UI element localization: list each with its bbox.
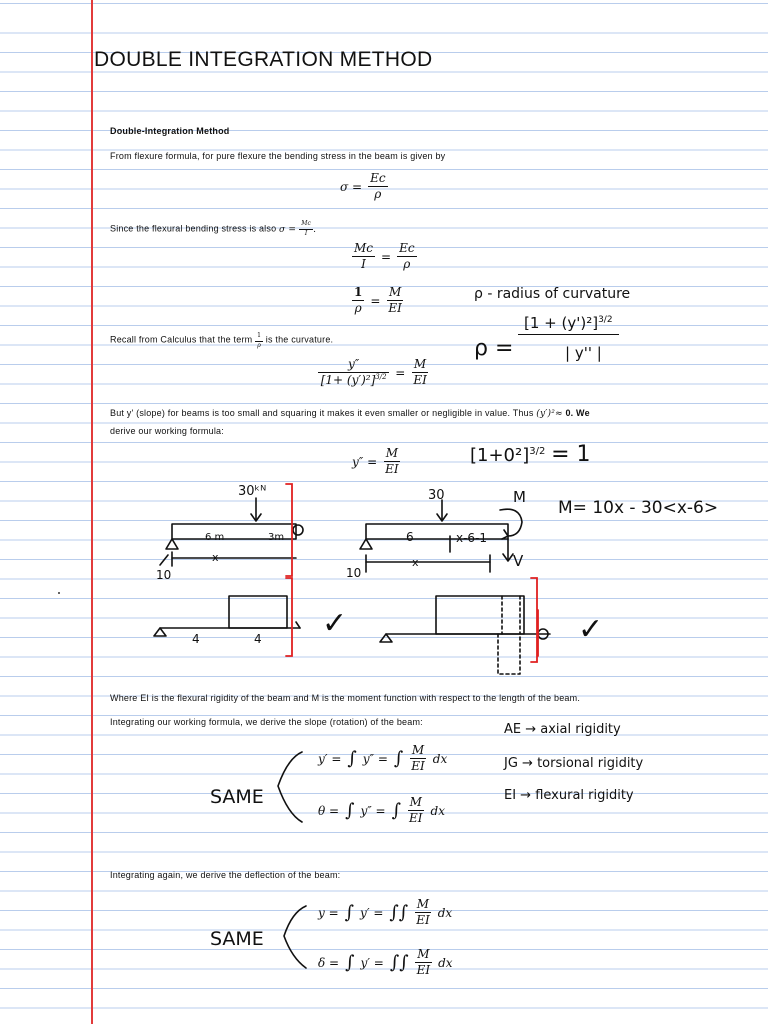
denominator: ρ [257,341,261,349]
note-torsional-rigidity: JG → torsional rigidity [504,756,644,771]
integral-sign: ∫ [345,952,355,974]
checkmark-2: ✓ [578,612,604,647]
rho-numerator-exponent: 3/2 [598,315,613,325]
integrand: y′ = [360,905,384,920]
note-same-slope: SAME [210,786,264,808]
red-bracket-3 [531,578,537,662]
red-bracket-1 [286,484,292,576]
label-reaction-10-1: 10 [156,568,172,582]
paragraph-calculus-text: Recall from Calculus that the term [110,334,253,345]
paragraph-integrate-slope: Integrating our working formula, we derive the slope (rotation) of the beam: [110,717,423,727]
numerator: M [412,358,428,373]
note-flexural-rigidity: EI → flexural rigidity [504,788,634,803]
integrand: y″ = [362,751,388,766]
working-lhs: y″ = [352,454,378,469]
numerator: 1 [255,333,263,342]
inline-sigma-mc-i: σ = $\frac{Mc}{I}$ . [279,220,317,237]
label-dim-x-6-1: x-6-1 [456,531,488,545]
equals: = [381,249,392,264]
pin-support-4 [380,634,392,642]
denominator: ρ [403,257,411,272]
paragraph-rigidity: Where EI is the flexural rigidity of the beam and M is the moment function with respect to the length of the beam. [110,693,581,703]
numerator: M [408,796,424,811]
delta-lhs: δ = [318,955,340,970]
label-dim-6m: 6 m [205,532,225,543]
brace-same-slope [278,752,302,822]
paragraph-calculus-text-end: is the curvature. [265,334,334,345]
approx-result: = 1 [551,442,591,467]
paragraph-slope-text: But y' (slope) for beams is too small and squaring it makes it even smaller or negligible in value. Thus [110,408,534,418]
numerator: Ec [397,242,416,257]
numerator: M [415,898,431,913]
exponent: 3/2 [375,373,387,382]
dx: dx [432,751,448,766]
paragraph-working: derive our working formula: [110,426,224,436]
rho-numerator-text: [1 + (y')²] [524,314,599,332]
denominator: EI [416,913,430,928]
denominator: ρ [354,301,362,316]
numerator: Mc [352,242,375,257]
load-block-3 [229,596,287,628]
label-dim-x-2: x [412,556,419,569]
denominator: EI [411,759,425,774]
denominator: EI [409,811,423,826]
note-radius-of-curvature: ρ - radius of curvature [474,286,631,302]
load-block-4 [436,596,524,634]
numerator: M [387,286,403,301]
dx: dx [438,955,453,970]
denominator: I [304,229,308,237]
slope-lhs: y′ = [318,751,342,766]
double-integral-sign: ∫∫ [389,902,409,924]
note-rho-symbol: ρ = [474,336,514,361]
paragraph-stress-text: Since the flexural bending stress is also [110,223,277,234]
denominator: I [361,257,366,272]
label-reaction-10-2: 10 [346,566,362,580]
dx: dx [437,905,453,920]
label-load-30: 30 [428,488,445,503]
equals: = [370,293,381,308]
beam-1 [172,524,296,539]
brace-same-deflection [284,906,306,968]
paragraph-integrate-deflection: Integrating again, we derive the deflection of the beam: [110,870,341,880]
note-moment-equation: M= 10x - 30<x-6> [558,498,719,518]
denominator: EI [413,373,427,388]
beam-end-3 [296,622,300,628]
section-heading: Double-Integration Method [110,126,230,136]
label-moment-m: M [513,488,526,506]
moment-arc [500,509,522,536]
beam-2 [366,524,508,539]
numerator: y″ [318,358,389,373]
dx: dx [430,803,445,818]
integral-sign: ∫ [345,800,355,822]
numerator: M [384,447,400,462]
label-dim-4-left: 4 [192,632,200,646]
page-title: DOUBLE INTEGRATION METHOD [94,48,433,71]
dashed-reverse-load-4 [498,634,520,674]
label-load-30kn: 30ᵏᴺ [238,484,267,499]
double-integral-sign: ∫∫ [389,952,409,974]
paragraph-slope-zero: 0. We [565,408,590,418]
label-shear-v: V [513,552,524,570]
integrand: y′ = [360,955,384,970]
numerator: M [410,744,426,759]
integral-sign: ∫ [344,902,355,924]
note-same-deflection: SAME [210,928,264,950]
denominator: EI [385,462,399,477]
deflection-lhs: y = [318,905,339,920]
integral-sign: ∫ [393,748,404,770]
denominator: ρ [374,187,382,202]
equals: = [395,365,406,380]
label-dim-3m: 3m [268,532,285,543]
label-dim-6: 6 [406,530,414,544]
integrand: y″ = [360,803,386,818]
numerator: M [415,948,431,963]
denominator: EI [388,301,402,316]
numerator: Ec [368,172,387,187]
numerator: 1 [352,286,364,301]
roller-1 [293,525,303,535]
label-dim-x-1: x [212,551,219,564]
paragraph-flexure: From flexure formula, for pure flexure the bending stress in the beam is given by [110,151,446,161]
dashed-load-4 [502,596,520,634]
theta-lhs: θ = [318,803,340,818]
integral-sign: ∫ [347,748,357,770]
inline-approx: (y′)²≈ [536,409,563,419]
sigma-lhs: σ = [340,179,363,194]
approx-exponent: 3/2 [529,446,546,457]
denominator: EI [416,963,431,978]
pin-support-2 [360,539,372,549]
note-axial-rigidity: AE → axial rigidity [504,722,621,737]
numerator: Mc [299,221,313,230]
note-rho-denominator: | y'' | [565,344,602,362]
pin-support-3 [154,628,166,636]
reaction-arrow-1 [160,555,168,565]
integral-sign: ∫ [391,800,402,822]
pin-support-1 [166,539,178,549]
approx-bracket: [1+0²] [470,445,530,466]
moment-arrowhead [502,530,508,539]
bracket-term: [1+ (y′)²] [320,373,376,388]
label-dim-4-right: 4 [254,632,262,646]
checkmark-1: ✓ [322,606,348,641]
